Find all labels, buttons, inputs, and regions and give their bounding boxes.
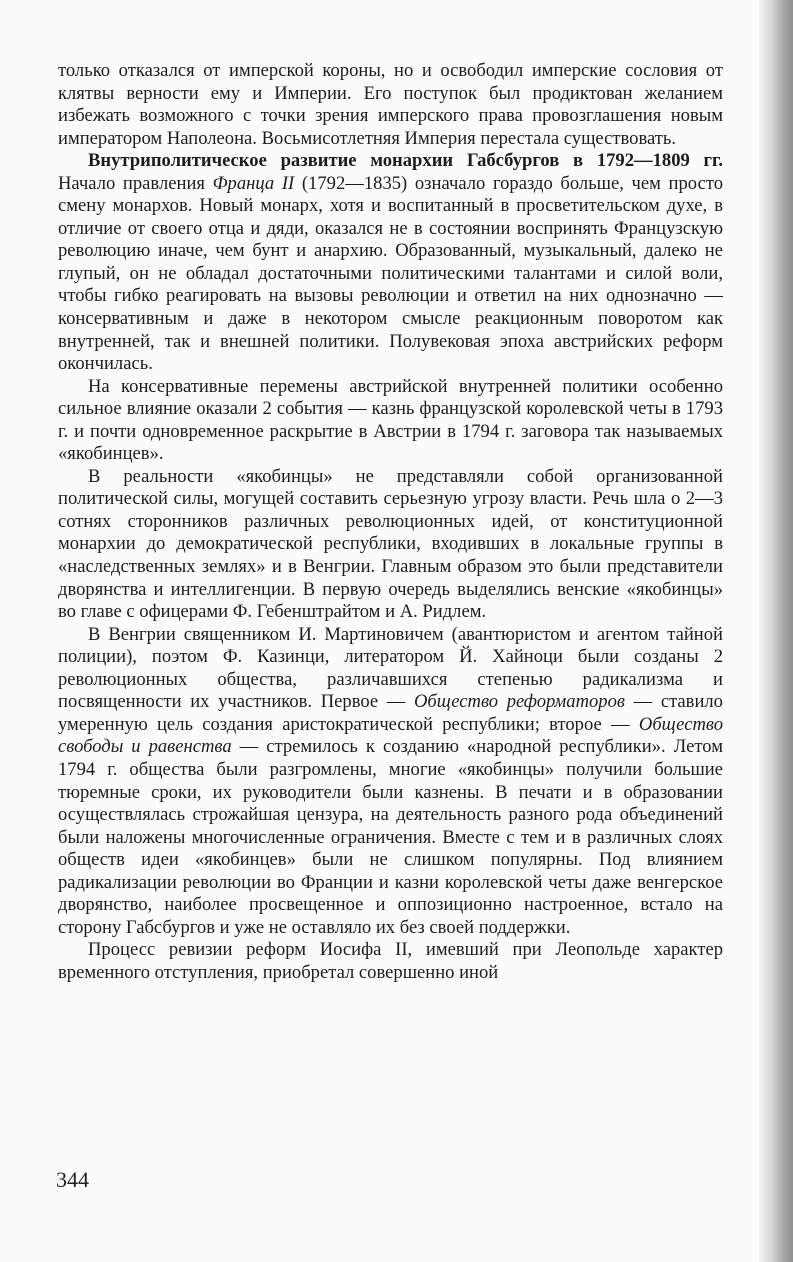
book-spine-shadow [759, 0, 793, 1262]
italic-term: Общество реформаторов [413, 691, 625, 713]
text-run: Начало правления [58, 172, 213, 194]
paragraph [58, 939, 723, 984]
text-run: только отказался от имперской короны, но и освободил имперские сословия от клятвы верности ему и Империи. Его поступок был продиктован желанием избежать возможного с точки зрения имперского права провозглашения новым императором Наполеона. Восьмисотлетняя Империя перестала существовать. [58, 60, 723, 149]
italic-term: Франца II [212, 172, 295, 194]
text-run: (1792—1835) означало гораздо больше, чем просто смену монархов. Новый монарх, хотя и воспитанный в просветительском духе, в отличие от своего отца и дяди, оказался не в состоянии воспринять Французскую революцию иначе, чем бунт и анархию. Образованный, музыкальный, далеко не глупый, он не обладал достаточными политическими талантами и силой воли, чтобы гибко реагировать на вызовы революции и ответил на них однозначно — консервативным и даже в некотором смысле реакционным поворотом как внутренней, так и внешней политики. Полувековая эпоха австрийских реформ окончилась. [58, 172, 723, 375]
text-run: На консервативные перемены австрийской внутренней политики особенно сильное влияние оказали 2 события — казнь французской королевской четы в 1793 г. и почти одновременное раскрытие в Австрии в 1794 г. заговора так называемых «якобинцев». [58, 375, 723, 465]
text-run: Процесс ревизии реформ Иосифа II, имевший при Леопольде характер временного отступления, приобретал совершенно иной [58, 939, 723, 983]
paragraph [58, 624, 723, 940]
text-run: — стремилось к созданию «народной республики». Летом 1794 г. общества были разгромлены, многие «якобинцы» получили большие тюремные сроки, их руководители были казнены. В печати и в образовании осуществлялась строжайшая цензура, на деятельность разного рода объединений были наложены многочисленные ограничения. Вместе с тем и в различных слоях обществ идеи «якобинцев» были не слишком популярны. Под влиянием радикализации революции во Франции и казни королевской четы даже венгерское дворянство, наиболее просвещенное и оппозиционно настроенное, встало на сторону Габсбургов и уже не оставляло их без своей поддержки. [58, 736, 723, 938]
paragraph [58, 376, 723, 466]
italic-term: Общество свободы и равенства [58, 713, 723, 758]
body-text [58, 60, 723, 984]
page-number: 344 [56, 1167, 89, 1192]
text-run: — ставило умеренную цель создания аристократической республики; второе — [58, 691, 723, 735]
paragraph [58, 60, 723, 150]
section-heading: Внутриполитическое развитие монархии Габсбургов в 1792—1809 гг. [88, 150, 723, 172]
paragraph [58, 466, 723, 624]
text-run: В Венгрии священником И. Мартиновичем (авантюристом и агентом тайной полиции), поэтом Ф. Казинци, литератором Й. Хайноци были созданы 2 революционных общества, различавшихся степенью радикализма и посвященности их участников. Первое — [58, 623, 723, 713]
paragraph [58, 150, 723, 375]
text-run: В реальности «якобинцы» не представляли собой организованной политической силы, могущей составить серьезную угрозу власти. Речь шла о 2—3 сотнях сторонников различных революционных идей, от конституционной монархии до демократической республики, входивших в локальные группы в «наследственных землях» и в Венгрии. Главным образом это были представители дворянства и интеллигенции. В первую очередь выделялись венские «якобинцы» во главе с офицерами Ф. Гебенштрайтом и А. Ридлем. [58, 465, 723, 623]
